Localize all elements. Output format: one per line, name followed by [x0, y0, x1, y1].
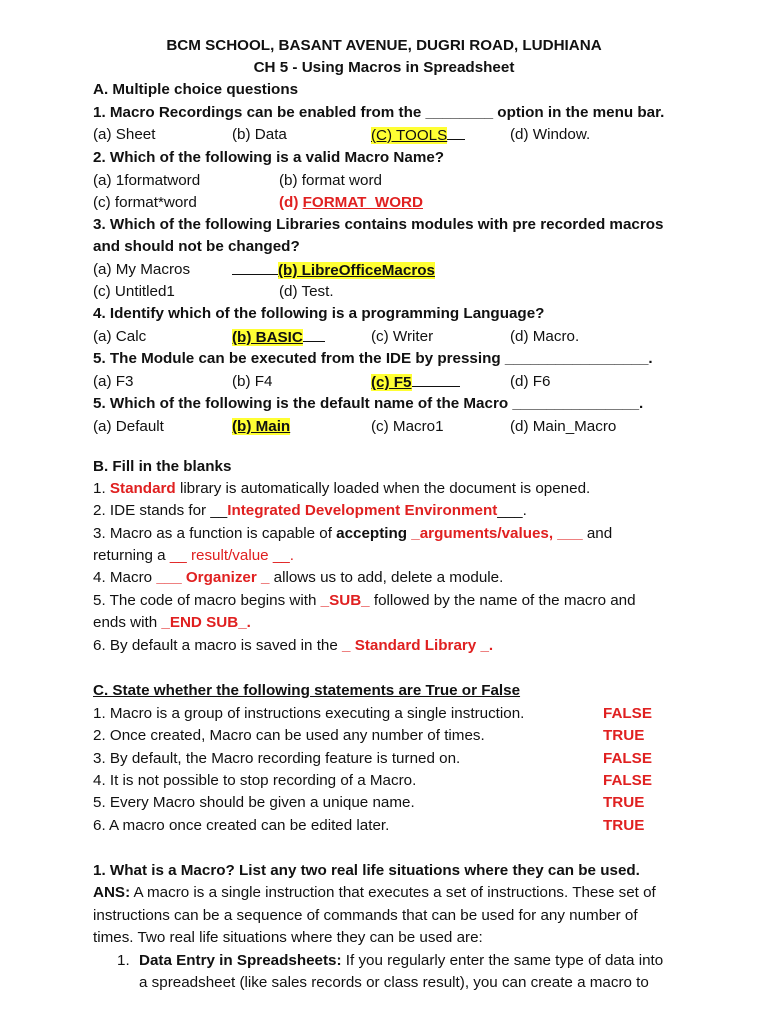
- q6-text: 5. Which of the following is the default name of the Macro _______________.: [93, 395, 644, 412]
- blank-line: [232, 260, 278, 275]
- list-item-1: [139, 951, 663, 971]
- text: 4. Macro: [93, 569, 157, 586]
- blank-line: [447, 125, 465, 140]
- answer: ___ Organizer _: [156, 569, 270, 586]
- q6-option-d: (d) Main_Macro: [510, 418, 617, 435]
- q1-option-d: (d) Window.: [510, 126, 591, 143]
- answer: Integrated Development Environment: [227, 502, 498, 519]
- section-c-title: C. State whether the following statements are True or False: [93, 682, 521, 699]
- blank-line: [412, 372, 460, 387]
- answer-line-2: instructions can be a sequence of commands that can be used for any number of: [93, 907, 638, 924]
- answer: _arguments/values, ___: [407, 525, 583, 542]
- bold-text: Data Entry in Spreadsheets:: [139, 952, 342, 969]
- fill-blank-6: [93, 636, 493, 656]
- statement: 6. A macro once created can be edited later.: [93, 817, 390, 834]
- answer: Standard: [109, 480, 176, 497]
- fill-blank-3: [93, 524, 612, 544]
- q6-option-c: (c) Macro1: [371, 418, 444, 435]
- fill-blank-1: [93, 479, 590, 499]
- answer: _END SUB_.: [161, 614, 251, 631]
- q3-option-c: (c) Untitled1: [93, 283, 175, 300]
- q2-answer: FORMAT_WORD: [302, 194, 423, 211]
- statement: 4. It is not possible to stop recording of a Macro.: [93, 772, 417, 789]
- q1-option-a: (a) Sheet: [93, 126, 156, 143]
- statement: 5. Every Macro should be given a unique name.: [93, 794, 415, 811]
- text: ___.: [497, 502, 527, 519]
- q4-answer: (b) BASIC: [232, 329, 303, 346]
- q2-option-d-prefix: (d): [279, 194, 303, 211]
- q5-option-a: (a) F3: [93, 373, 134, 390]
- long-question-1: 1. What is a Macro? List any two real life situations where they can be used.: [93, 862, 640, 879]
- q6-option-b: [232, 417, 290, 437]
- text: 1.: [93, 480, 110, 497]
- tf-answer: TRUE: [603, 817, 645, 834]
- q4-option-c: (c) Writer: [371, 328, 434, 345]
- q6-option-a: (a) Default: [93, 418, 164, 435]
- text: If you regularly enter the same type of data into: [341, 952, 664, 969]
- q2-option-c: (c) format*word: [93, 194, 197, 211]
- q3-option-d: (d) Test.: [279, 283, 334, 300]
- tf-answer: TRUE: [603, 794, 645, 811]
- q5-answer: (c) F5: [371, 374, 412, 391]
- fill-blank-5-cont: [93, 613, 251, 633]
- ans-label: ANS:: [93, 884, 131, 901]
- q1-option-b: (b) Data: [232, 126, 287, 143]
- answer-line-1: [93, 883, 656, 903]
- q3-option-a: (a) My Macros: [93, 261, 191, 278]
- text: 6. By default a macro is saved in the: [93, 637, 343, 654]
- text: 3. Macro as a function is capable of: [93, 525, 337, 542]
- list-number: 1.: [117, 952, 130, 969]
- tf-answer: FALSE: [603, 750, 652, 767]
- answer: _ Standard Library _.: [342, 637, 494, 654]
- tf-answer: FALSE: [603, 705, 652, 722]
- q4-option-a: (a) Calc: [93, 328, 147, 345]
- text: returning a: [93, 547, 170, 564]
- text: 2. IDE stands for __: [93, 502, 228, 519]
- text: 5. The code of macro begins with: [93, 592, 321, 609]
- text: allows us to add, delete a module.: [269, 569, 504, 586]
- statement: 1. Macro is a group of instructions executing a single instruction.: [93, 705, 525, 722]
- text: followed by the name of the macro and: [369, 592, 636, 609]
- q4-option-b: [232, 327, 325, 348]
- q1-answer: (C) TOOLS: [371, 127, 448, 144]
- q3-answer: (b) LibreOfficeMacros: [278, 262, 435, 279]
- text: and: [582, 525, 613, 542]
- fill-blank-3-cont: [93, 546, 294, 566]
- q4-text: 4. Identify which of the following is a programming Language?: [93, 305, 545, 322]
- q2-option-b: (b) format word: [279, 172, 382, 189]
- fill-blank-5: [93, 591, 636, 611]
- q1-text: 1. Macro Recordings can be enabled from the ________ option in the menu bar.: [93, 104, 665, 121]
- tf-answer: FALSE: [603, 772, 652, 789]
- fill-blank-4: [93, 568, 503, 588]
- answer: _SUB_: [320, 592, 370, 609]
- q3-option-b: [232, 260, 435, 281]
- q2-option-a: (a) 1formatword: [93, 172, 201, 189]
- blank-line: [303, 327, 325, 342]
- tf-answer: TRUE: [603, 727, 645, 744]
- q3-text-line2: and should not be changed?: [93, 238, 300, 255]
- bold-text: accepting: [336, 525, 408, 542]
- answer: __ result/value __.: [169, 547, 294, 564]
- text: library is automatically loaded when the document is opened.: [175, 480, 591, 497]
- q5-option-d: (d) F6: [510, 373, 551, 390]
- school-title: BCM SCHOOL, BASANT AVENUE, DUGRI ROAD, LUDHIANA: [166, 37, 602, 54]
- text: A macro is a single instruction that executes a set of instructions. These set of: [130, 884, 656, 901]
- q4-option-d: (d) Macro.: [510, 328, 580, 345]
- text: ends with: [93, 614, 162, 631]
- statement: 3. By default, the Macro recording feature is turned on.: [93, 750, 461, 767]
- q5-option-c: [371, 372, 460, 393]
- q5-option-b: (b) F4: [232, 373, 273, 390]
- q5-text: 5. The Module can be executed from the IDE by pressing _________________.: [93, 350, 653, 367]
- section-b-title: B. Fill in the blanks: [93, 458, 232, 475]
- q6-answer: (b) Main: [232, 418, 291, 435]
- section-a-title: A. Multiple choice questions: [93, 81, 299, 98]
- list-item-1-cont: a spreadsheet (like sales records or class result), you can create a macro to: [139, 974, 649, 991]
- q2-option-d: [279, 193, 423, 213]
- fill-blank-2: [93, 501, 527, 521]
- chapter-title: CH 5 - Using Macros in Spreadsheet: [253, 59, 515, 76]
- statement: 2. Once created, Macro can be used any number of times.: [93, 727, 485, 744]
- q2-text: 2. Which of the following is a valid Macro Name?: [93, 149, 445, 166]
- q1-option-c: [371, 125, 465, 146]
- answer-line-3: times. Two real life situations where they can be used are:: [93, 929, 483, 946]
- q3-text-line1: 3. Which of the following Libraries contains modules with pre recorded macros: [93, 216, 664, 233]
